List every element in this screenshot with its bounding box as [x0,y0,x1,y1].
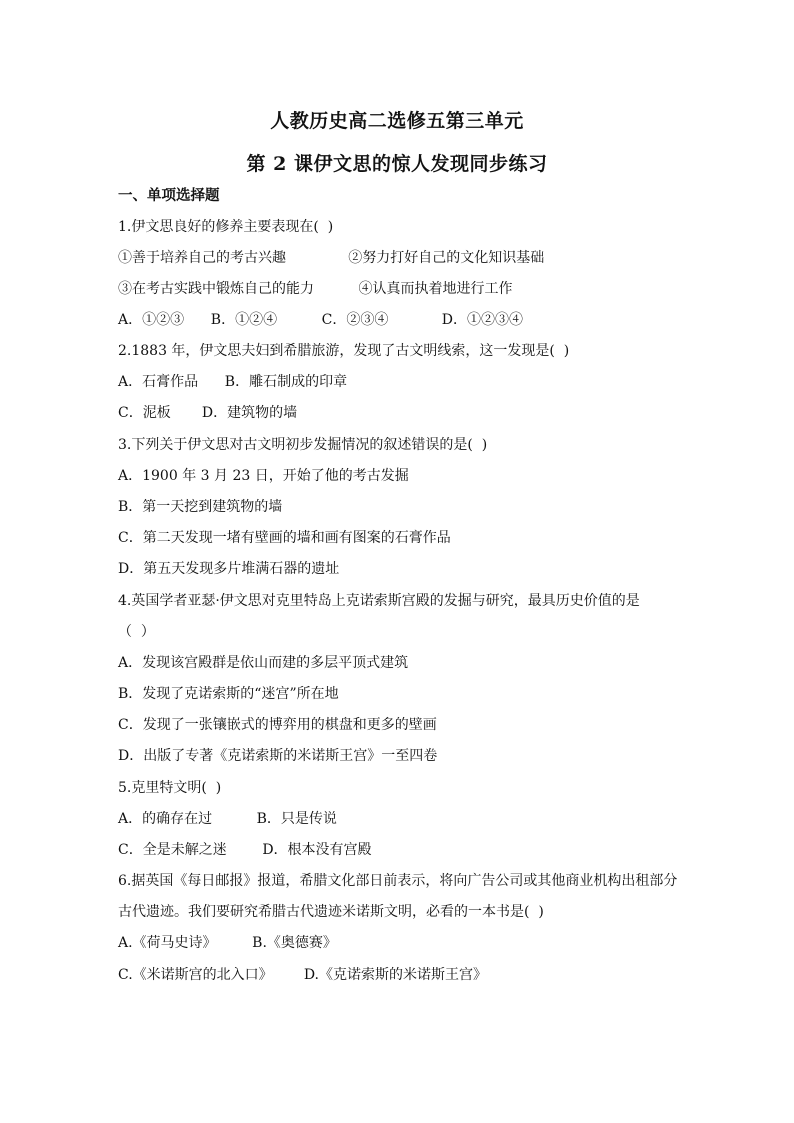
question-4-stem-continued: （ ） [118,624,155,640]
section-heading: 一、单项选择题 [118,187,220,204]
question-1-options: A．①②③ B．①②④ C．②③④ D．①②③④ [118,312,523,328]
question-4-option-d: D．出版了专著《克诺索斯的米诺斯王宫》一至四卷 [118,748,438,764]
question-1-statements-a: ①善于培养自己的考古兴趣 ②努力打好自己的文化知识基础 [118,250,545,266]
question-4-stem: 4.英国学者亚瑟·伊文思对克里特岛上克诺索斯宫殿的发掘与研究，最具历史价值的是 [118,593,640,609]
question-1-stem: 1.伊文思良好的修养主要表现在( ) [118,219,334,235]
question-6-options-cd: C.《米诺斯宫的北入口》 D.《克诺索斯的米诺斯王宫》 [118,967,487,983]
question-2-options-ab: A．石膏作品 B．雕石制成的印章 [118,374,348,390]
question-5-stem: 5.克里特文明( ) [118,780,222,796]
question-3-option-d: D．第五天发现多片堆满石器的遗址 [118,561,340,577]
question-5-options-cd: C．全是未解之迷 D．根本没有宫殿 [118,842,372,858]
question-2-stem: 2.1883 年，伊文思夫妇到希腊旅游，发现了古文明线索，这一发现是( ) [118,343,570,359]
question-5-options-ab: A．的确存在过 B．只是传说 [118,811,337,827]
question-3-stem: 3.下列关于伊文思对古文明初步发掘情况的叙述错误的是( ) [118,437,488,453]
question-2-options-cd: C．泥板 D．建筑物的墙 [118,405,298,421]
document-title: 人教历史高二选修五第三单元 [270,110,524,132]
question-6-options-ab: A.《荷马史诗》 B.《奥德赛》 [118,935,337,951]
question-4-option-b: B．发现了克诺索斯的“迷宫”所在地 [118,686,339,702]
question-3-option-a: A．1900 年 3 月 23 日，开始了他的考古发掘 [118,468,409,484]
question-3-option-c: C．第二天发现一堵有壁画的墙和画有图案的石膏作品 [118,530,451,546]
question-6-stem: 6.据英国《每日邮报》报道，希腊文化部日前表示，将向广告公司或其他商业机构出租部分 [118,873,678,889]
question-4-option-a: A．发现该宫殿群是依山而建的多层平顶式建筑 [118,655,409,671]
question-6-stem-continued: 古代遗迹。我们要研究希腊古代遗迹米诺斯文明，必看的一本书是( ) [118,904,544,920]
document-subtitle: 第 2 课伊文思的惊人发现同步练习 [246,153,548,175]
question-3-option-b: B．第一天挖到建筑物的墙 [118,499,283,515]
question-1-statements-b: ③在考古实践中锻炼自己的能力 ④认真而执着地进行工作 [118,281,513,297]
question-4-option-c: C．发现了一张镶嵌式的博弈用的棋盘和更多的壁画 [118,717,437,733]
